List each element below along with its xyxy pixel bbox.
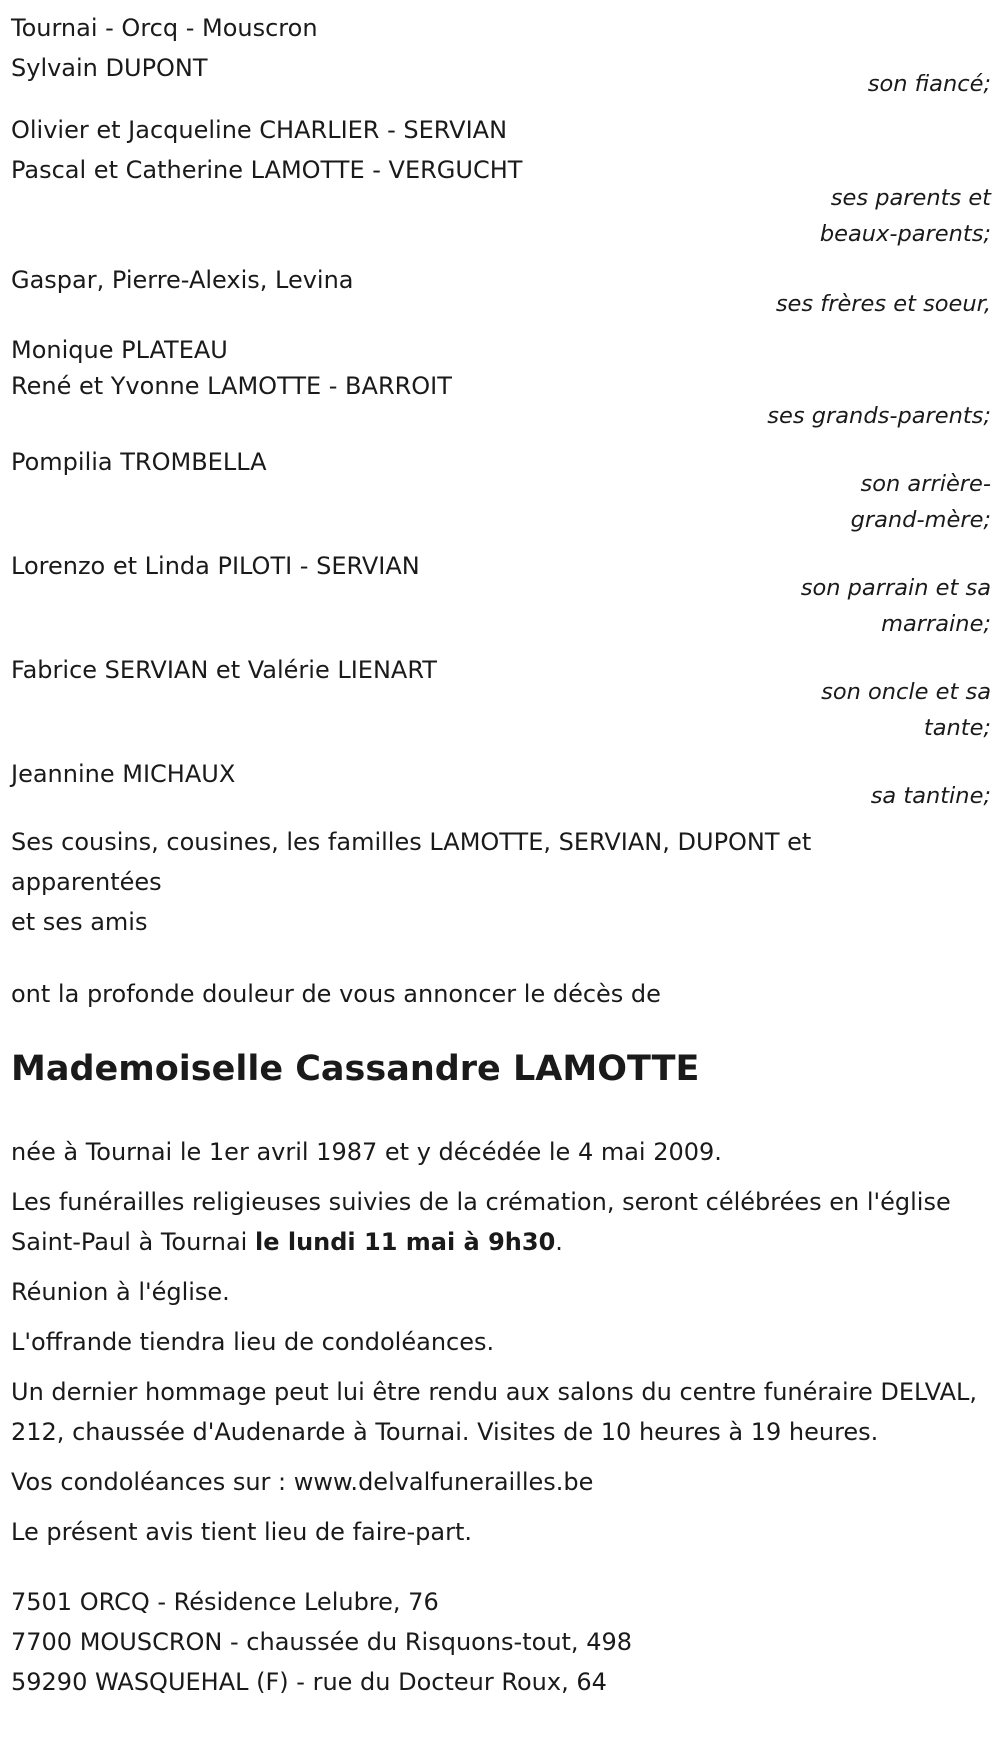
family-role: grand-mère; [850, 507, 991, 533]
notice-info: Le présent avis tient lieu de faire-part. [11, 1518, 473, 1546]
extended-line: apparentées [11, 868, 162, 896]
offering-info: L'offrande tiendra lieu de condoléances. [11, 1328, 495, 1356]
family-role: ses grands-parents; [767, 403, 991, 429]
extended-family [11, 822, 991, 942]
family-role: ses frères et soeur, [775, 291, 991, 317]
family-name: René et Yvonne LAMOTTE - BARROIT [11, 372, 452, 400]
death-notice [11, 8, 991, 1702]
meeting-info: Réunion à l'église. [11, 1278, 230, 1306]
funeral-info [11, 1182, 991, 1262]
family-name: Monique PLATEAU [11, 336, 228, 364]
addresses [11, 1582, 991, 1702]
funeral-text: Les funérailles religieuses suivies de la crémation, seront célébrées en l'église Saint-Paul à Tournai [11, 1188, 951, 1256]
family-group-godparents [11, 546, 991, 644]
condolences-info: Vos condoléances sur : www.delvalfunerailles.be [11, 1468, 594, 1496]
family-group-uncle-aunt [11, 650, 991, 748]
address-line: 59290 WASQUEHAL (F) - rue du Docteur Roux, 64 [11, 1668, 607, 1696]
family-role: son parrain et sa [800, 575, 991, 601]
extended-line: et ses amis [11, 908, 148, 936]
birth-death: née à Tournai le 1er avril 1987 et y décédée le 4 mai 2009. [11, 1138, 722, 1166]
family-name: Pompilia TROMBELLA [11, 448, 267, 476]
header-location: Tournai - Orcq - Mouscron [11, 14, 318, 42]
family-group-grandparents [11, 330, 991, 436]
family-group-great-grandmother [11, 442, 991, 540]
family-name: Fabrice SERVIAN et Valérie LIENART [11, 656, 437, 684]
family-role: marraine; [881, 611, 991, 637]
family-group-aunt [11, 754, 991, 816]
family-role: son arrière- [860, 471, 991, 497]
family-role: beaux-parents; [819, 221, 991, 247]
family-role: ses parents et [830, 185, 991, 211]
deceased-name: Mademoiselle Cassandre LAMOTTE [11, 1049, 700, 1089]
family-name: Gaspar, Pierre-Alexis, Levina [11, 266, 354, 294]
family-name: Lorenzo et Linda PILOTI - SERVIAN [11, 552, 420, 580]
address-line: 7501 ORCQ - Résidence Lelubre, 76 [11, 1588, 439, 1616]
family-role: son fiancé; [867, 71, 991, 97]
family-group-parents [11, 110, 991, 254]
family-name: Pascal et Catherine LAMOTTE - VERGUCHT [11, 156, 523, 184]
tribute-info: Un dernier hommage peut lui être rendu aux salons du centre funéraire DELVAL, 212, chaussée d'Audenarde à Tournai. Visites de 10 heures à 19 heures. [11, 1378, 978, 1446]
address-line: 7700 MOUSCRON - chaussée du Risquons-tout, 498 [11, 1628, 632, 1656]
family-role: sa tantine; [870, 783, 991, 809]
family-name: Sylvain DUPONT [11, 54, 208, 82]
announcement: ont la profonde douleur de vous annoncer le décès de [11, 980, 661, 1008]
extended-line: Ses cousins, cousines, les familles LAMOTTE, SERVIAN, DUPONT et [11, 828, 812, 856]
family-group-fiance [11, 48, 991, 104]
funeral-date: le lundi 11 mai à 9h30 [254, 1228, 556, 1256]
funeral-end: . [555, 1228, 563, 1256]
family-role: son oncle et sa [821, 679, 991, 705]
family-group-siblings [11, 260, 991, 324]
family-name: Olivier et Jacqueline CHARLIER - SERVIAN [11, 116, 508, 144]
family-name: Jeannine MICHAUX [11, 760, 236, 788]
family-role: tante; [923, 715, 991, 741]
